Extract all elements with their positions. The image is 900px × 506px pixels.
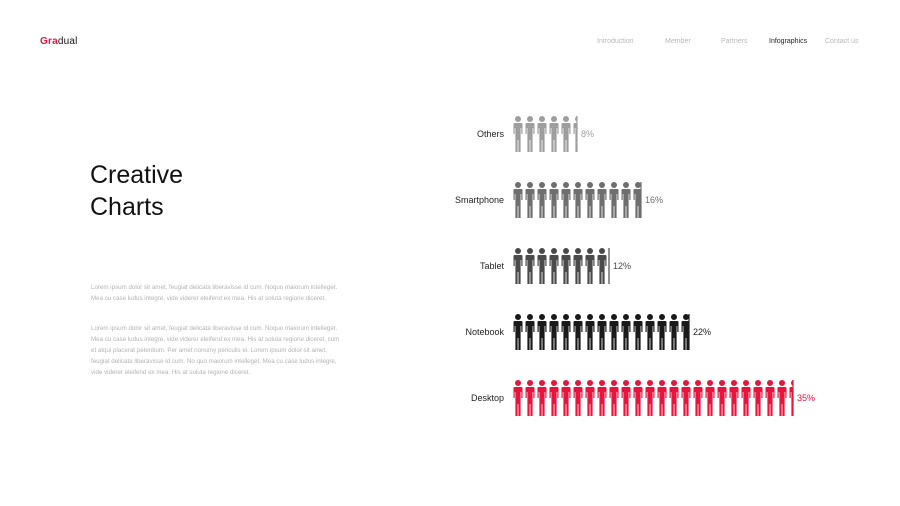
nav-item-introduction[interactable]: Introduction <box>597 38 634 45</box>
person-icon <box>514 182 523 218</box>
person-icon <box>598 182 607 218</box>
pictogram-bar-others <box>514 116 583 152</box>
value-label-notebook: 22% <box>693 327 712 337</box>
category-label-smartphone: Smartphone <box>454 195 504 205</box>
brand-logo-text: dual <box>57 36 78 47</box>
pictogram-bar-smartphone <box>514 182 643 218</box>
value-label-tablet: 12% <box>613 261 632 271</box>
page-title: Creative Charts <box>90 160 184 221</box>
person-icon <box>706 380 715 416</box>
person-icon <box>550 380 559 416</box>
person-icon <box>766 380 775 416</box>
person-icon <box>526 116 535 152</box>
person-icon <box>742 380 751 416</box>
nav-item-infographics[interactable]: Infographics <box>769 38 808 45</box>
person-icon <box>622 182 631 218</box>
person-icon <box>586 248 595 284</box>
person-icon <box>586 182 595 218</box>
nav-item-member[interactable]: Member <box>665 38 691 45</box>
person-icon <box>586 314 595 350</box>
person-icon <box>730 380 739 416</box>
person-icon <box>658 380 667 416</box>
person-icon <box>550 314 559 350</box>
pictogram-bar-desktop <box>514 380 799 416</box>
person-icon <box>586 380 595 416</box>
person-icon <box>514 116 523 152</box>
person-icon <box>598 248 607 284</box>
person-icon <box>538 248 547 284</box>
person-icon <box>526 314 535 350</box>
person-icon <box>598 314 607 350</box>
pictogram-bar-notebook <box>514 314 691 350</box>
person-icon <box>550 182 559 218</box>
brand-logo-accent: Gra <box>40 36 58 47</box>
category-label-others: Others <box>476 129 504 139</box>
person-icon <box>622 380 631 416</box>
person-icon <box>574 380 583 416</box>
person-icon <box>562 380 571 416</box>
body-paragraph-1: Lorem ipsum dolor sit amet, feugiat delicata liberavisse id cum. Noquo maiorum intelleget. Mea cu case ludus integre, vide viderer eleifend ex mea. His at soluta regione diceret. <box>91 284 338 303</box>
person-icon <box>646 314 655 350</box>
body-paragraph-2: Lorem ipsum dolor sit amet, feugiat delicata liberavisse id cum. Noquo maiorum intelleget. Mea cu case ludus integre, vide viderer eleifend ex mea. His at soluta regione diceret, cum et atqui placerat petentium. Per amet nonumy periculis ei. Lorem ipsum dolor sit amet, feugiat delicata liberavisse id cum. No quo maiorum intelleget. Mea cu case ludus integre, vide viderer eleifend ex mea. His at soluta regione diceret. <box>91 325 340 376</box>
person-icon <box>550 116 559 152</box>
person-icon <box>694 380 703 416</box>
person-icon <box>634 380 643 416</box>
person-icon <box>610 182 619 218</box>
person-icon <box>526 248 535 284</box>
person-icon <box>646 380 655 416</box>
person-icon <box>574 248 583 284</box>
person-icon <box>574 182 583 218</box>
person-icon <box>634 314 643 350</box>
person-icon <box>778 380 787 416</box>
category-label-tablet: Tablet <box>479 261 504 271</box>
person-icon <box>514 248 523 284</box>
person-icon <box>574 314 583 350</box>
person-icon <box>610 380 619 416</box>
person-icon <box>718 380 727 416</box>
value-label-smartphone: 16% <box>645 195 664 205</box>
person-icon <box>538 182 547 218</box>
category-label-notebook: Notebook <box>465 327 504 337</box>
value-label-desktop: 35% <box>797 393 816 403</box>
person-icon <box>682 380 691 416</box>
category-label-desktop: Desktop <box>470 393 504 403</box>
person-icon <box>598 380 607 416</box>
nav-item-partners[interactable]: Partners <box>721 38 748 45</box>
person-icon <box>622 314 631 350</box>
person-icon <box>538 380 547 416</box>
person-icon <box>550 248 559 284</box>
person-icon <box>610 314 619 350</box>
person-icon <box>538 116 547 152</box>
person-icon <box>670 314 679 350</box>
person-icon <box>562 314 571 350</box>
person-icon <box>538 314 547 350</box>
person-icon <box>658 314 667 350</box>
person-icon <box>562 182 571 218</box>
person-icon <box>526 380 535 416</box>
person-icon <box>562 248 571 284</box>
person-icon <box>526 182 535 218</box>
pictogram-bar-tablet <box>514 248 607 284</box>
person-icon <box>754 380 763 416</box>
person-icon <box>562 116 571 152</box>
person-icon <box>514 380 523 416</box>
value-label-others: 8% <box>581 129 595 139</box>
person-icon <box>514 314 523 350</box>
nav-item-contact-us[interactable]: Contact us <box>825 38 859 45</box>
person-icon <box>670 380 679 416</box>
